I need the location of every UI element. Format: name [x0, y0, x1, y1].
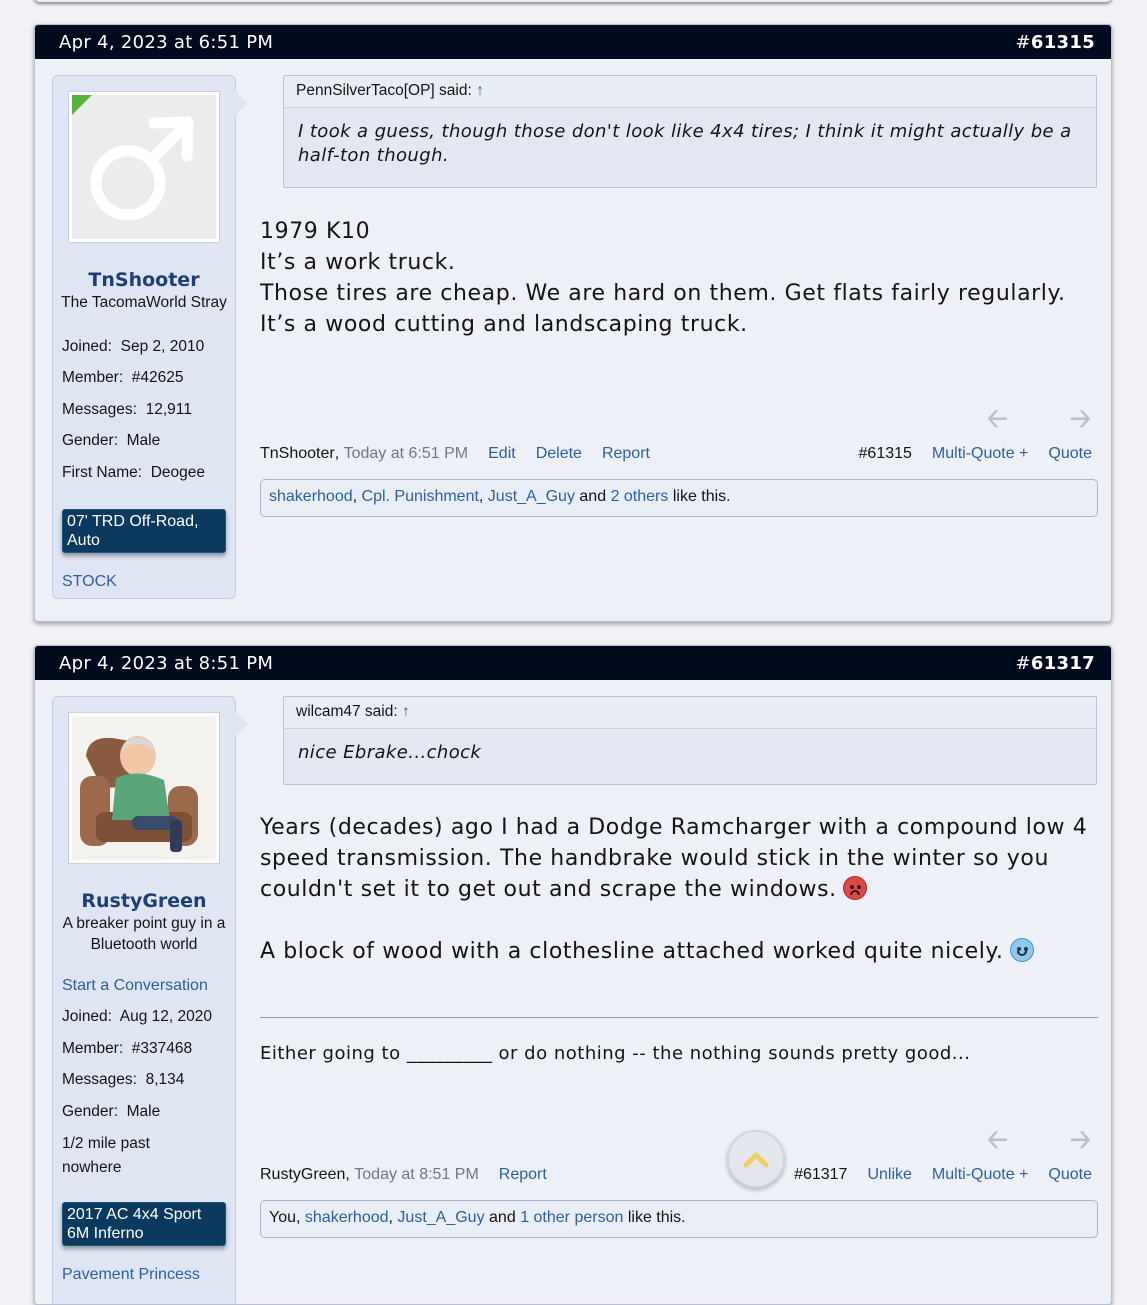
start-conversation-link[interactable]: Start a Conversation — [62, 977, 208, 994]
garage-link[interactable]: Pavement Princess — [62, 1266, 200, 1283]
liker-link[interactable]: shakerhood — [304, 1209, 389, 1226]
meta-time[interactable]: Today at 6:51 PM — [343, 445, 469, 462]
multi-quote-link[interactable]: Multi-Quote + — [931, 1166, 1029, 1183]
previous-post-edge — [34, 0, 1112, 2]
smiling-face-icon — [1010, 938, 1034, 962]
panel-arrow — [235, 711, 248, 737]
user-title: The TacomaWorld Stray — [61, 294, 227, 311]
vehicle-badge[interactable]: 2017 AC 4x4 Sport 6M Inferno — [62, 1202, 226, 1246]
op-tag: [OP] — [403, 82, 435, 99]
stat-location: 1/2 mile past nowhere — [62, 1135, 150, 1176]
username[interactable]: RustyGreen — [81, 890, 207, 912]
post-date: Apr 4, 2023 at 8:51 PM — [59, 652, 274, 674]
stat-joined: Joined: Sep 2, 2010 — [62, 338, 205, 355]
scroll-to-top-button[interactable] — [727, 1130, 785, 1188]
post-header — [35, 25, 1111, 59]
others-link[interactable]: 2 others — [610, 488, 669, 505]
post-nav — [987, 1121, 1091, 1165]
quote-author: PennSilverTaco — [296, 82, 404, 99]
edit-link[interactable]: Edit — [488, 445, 516, 462]
message-meta: TnShooter , Today at 6:51 PM Edit Delete Report #61315 Multi-Quote + Quote — [260, 445, 1092, 462]
stat-messages: Messages: 12,911 — [62, 401, 192, 418]
others-link[interactable]: 1 other person — [520, 1209, 624, 1226]
multi-quote-link[interactable]: Multi-Quote + — [931, 445, 1029, 462]
chevron-up-icon — [743, 1150, 769, 1168]
vehicle-badge[interactable]: 07' TRD Off-Road, Auto — [62, 509, 226, 553]
meta-author[interactable]: RustyGreen — [260, 1166, 346, 1183]
quote-attribution: wilcam47 said: ↑ — [284, 697, 1096, 729]
angry-face-icon — [843, 876, 867, 900]
quote-text: nice Ebrake...chock — [298, 742, 482, 763]
message-line: 1979 K10 — [260, 219, 371, 244]
post-61317 — [34, 645, 1112, 1305]
meta-time[interactable]: Today at 8:51 PM — [354, 1166, 479, 1183]
quote-box — [283, 75, 1097, 188]
message-paragraph: A block of wood with a clothesline attached worked quite nicely. — [260, 936, 1100, 967]
signature: Either going to _________ or do nothing -- the nothing sounds pretty good... — [260, 1043, 971, 1064]
post-date: Apr 4, 2023 at 6:51 PM — [59, 31, 274, 53]
jump-to-quote-icon[interactable]: ↑ — [476, 82, 484, 99]
avatar[interactable] — [69, 713, 219, 863]
user-info-panel — [52, 75, 236, 599]
likes-summary: shakerhood, Cpl. Punishment, Just_A_Guy and 2 others like this. — [260, 479, 1098, 517]
liker-link[interactable]: shakerhood — [269, 488, 353, 505]
message-body — [260, 812, 1100, 967]
stat-joined: Joined: Aug 12, 2020 — [62, 1008, 212, 1025]
delete-link[interactable]: Delete — [535, 445, 582, 462]
meta-author[interactable]: TnShooter — [260, 445, 335, 462]
user-info-panel — [52, 696, 236, 1305]
message-line: Those tires are cheap. We are hard on them. Get flats fairly regularly. It’s a wood cutting and landscaping truck. — [260, 281, 1066, 337]
username[interactable]: TnShooter — [88, 269, 200, 291]
stat-messages: Messages: 8,134 — [62, 1071, 185, 1088]
old-man-armchair-avatar — [72, 716, 216, 860]
user-title: A breaker point guy in a Bluetooth world — [62, 915, 226, 953]
post-61315 — [34, 24, 1112, 622]
arrow-left-icon[interactable]: 🡠 — [986, 404, 1008, 434]
stat-gender: Gender: Male — [62, 432, 161, 449]
post-header — [35, 646, 1111, 680]
message-body — [260, 216, 1100, 340]
arrow-left-icon[interactable]: 🡠 — [986, 1125, 1008, 1155]
quote-author: wilcam47 — [296, 703, 361, 720]
jump-to-quote-icon[interactable]: ↑ — [401, 703, 410, 720]
stat-member: Member: #337468 — [62, 1040, 193, 1057]
post-permalink[interactable]: #61317 — [1015, 652, 1095, 674]
report-link[interactable]: Report — [601, 445, 650, 462]
quote-link[interactable]: Quote — [1048, 1166, 1092, 1183]
arrow-right-icon[interactable]: 🡢 — [1069, 404, 1091, 434]
garage-link[interactable]: STOCK — [62, 573, 117, 590]
post-permalink[interactable]: #61315 — [1015, 31, 1095, 53]
quote-box — [283, 696, 1097, 785]
quote-text: I took a guess, though those don't look like 4x4 tires; I think it might actually be a half-ton though. — [298, 121, 1072, 166]
signature-divider — [260, 1017, 1098, 1018]
avatar[interactable] — [69, 92, 219, 242]
message-line: It’s a work truck. — [260, 250, 456, 275]
quote-link[interactable]: Quote — [1048, 445, 1092, 462]
report-link[interactable]: Report — [498, 1166, 547, 1183]
online-indicator — [72, 95, 92, 115]
post-number-link[interactable]: #61315 — [858, 445, 912, 462]
post-nav — [987, 400, 1091, 444]
liker-link[interactable]: Cpl. Punishment — [361, 488, 479, 505]
liker-link[interactable]: Just_A_Guy — [397, 1209, 485, 1226]
quote-attribution: PennSilverTaco[OP] said: ↑ — [284, 76, 1096, 108]
post-number-link[interactable]: #61317 — [794, 1166, 848, 1183]
male-symbol-icon — [72, 95, 216, 239]
message-paragraph: Years (decades) ago I had a Dodge Ramcharger with a compound low 4 speed transmission. The handbrake would stick in the winter so you couldn't set it to get out and scrape the windows. — [260, 815, 1088, 902]
stat-member: Member: #42625 — [62, 369, 184, 386]
liker-link[interactable]: Just_A_Guy — [487, 488, 575, 505]
panel-arrow — [235, 90, 248, 116]
message-meta: RustyGreen , Today at 8:51 PM Report #61317 Unlike Multi-Quote + Quote — [260, 1166, 1092, 1183]
stat-gender: Gender: Male — [62, 1103, 161, 1120]
unlike-link[interactable]: Unlike — [867, 1166, 912, 1183]
likes-summary: You, shakerhood, Just_A_Guy and 1 other person like this. — [260, 1200, 1098, 1238]
arrow-right-icon[interactable]: 🡢 — [1069, 1125, 1091, 1155]
stat-first-name: First Name: Deogee — [62, 464, 206, 481]
